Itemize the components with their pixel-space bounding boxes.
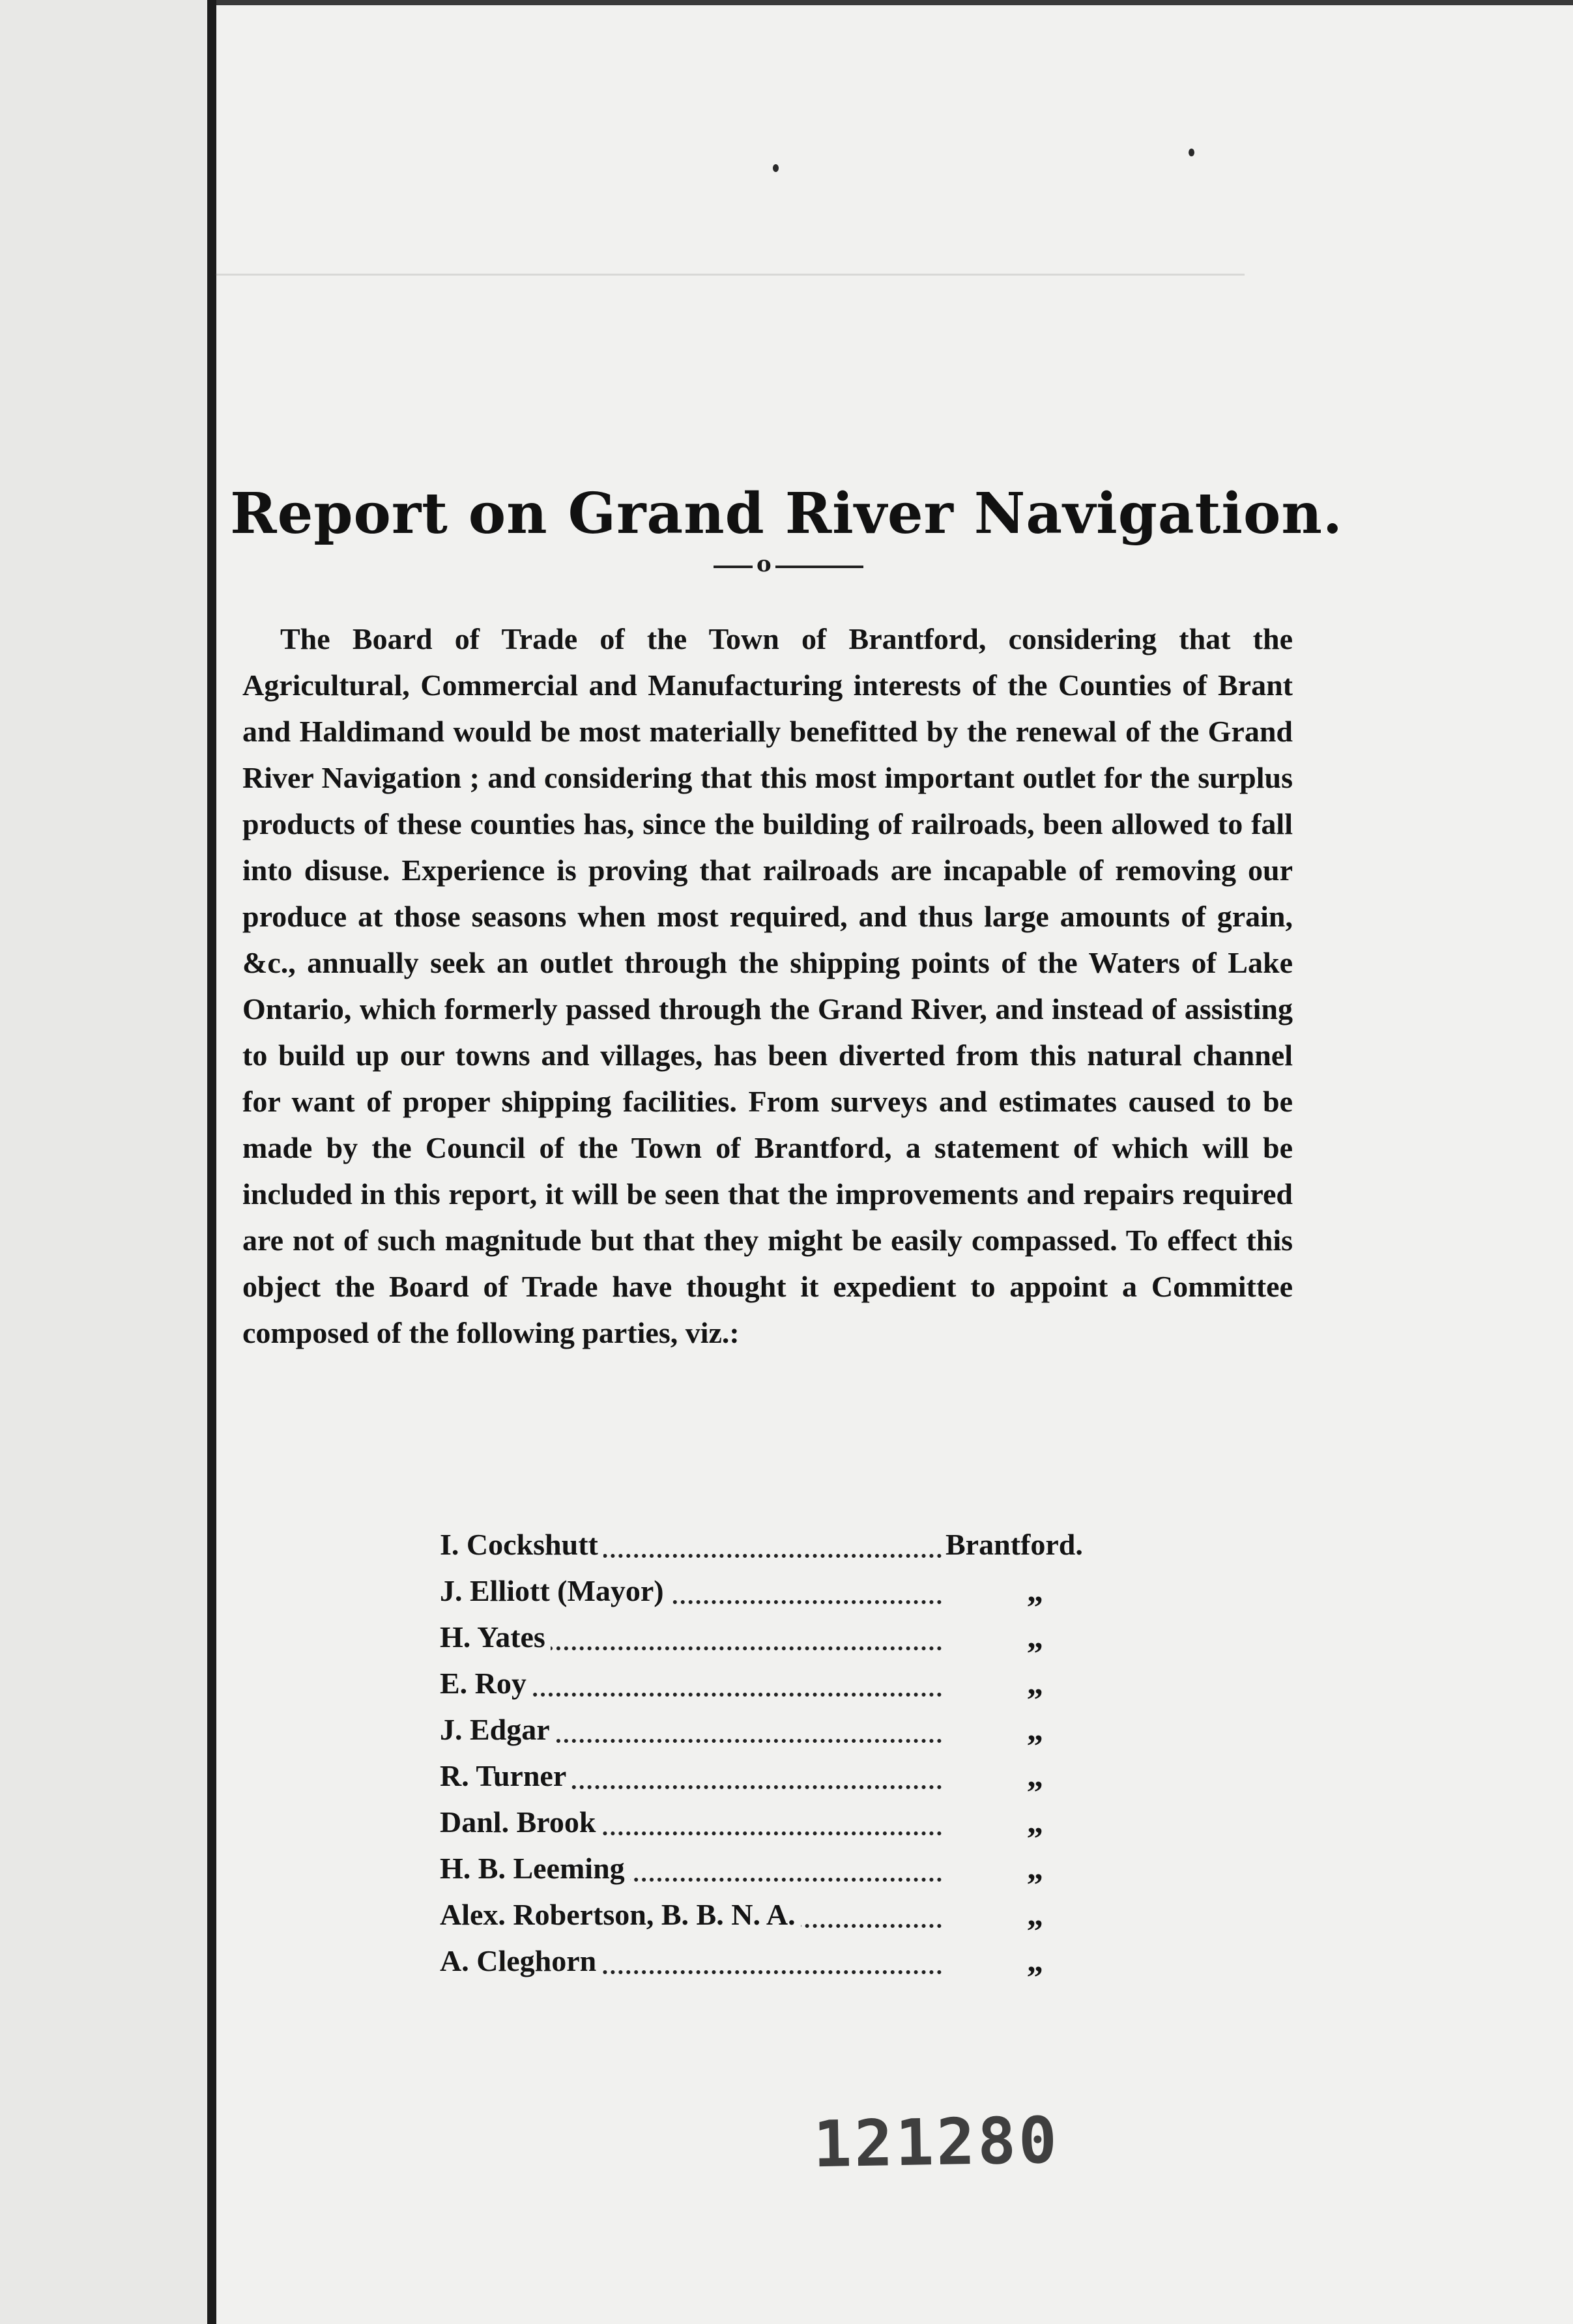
ditto-mark: „ xyxy=(1023,1938,1043,1984)
committee-member-name: J. Elliott (Mayor) xyxy=(440,1568,669,1614)
committee-member xyxy=(440,1568,1287,1614)
ditto-mark: „ xyxy=(1023,1799,1043,1845)
ink-speck xyxy=(773,164,779,172)
committee-member xyxy=(440,1660,1287,1706)
left-margin xyxy=(0,0,207,2324)
committee-list xyxy=(440,1521,1287,1984)
ditto-mark: „ xyxy=(1023,1891,1043,1938)
committee-member xyxy=(440,1706,1287,1753)
ditto-mark: „ xyxy=(1023,1568,1043,1614)
top-edge xyxy=(216,0,1573,5)
committee-member xyxy=(440,1753,1287,1799)
committee-member-name: E. Roy xyxy=(440,1660,532,1706)
binding-edge xyxy=(207,0,216,2324)
report-paragraph: The Board of Trade of the Town of Brantford, considering that the Agricultural, Commercial and Manufacturing interests of the Counties of Brant and Haldimand would be most materially benefitted by the renewal of the Grand River Navigation ; and considering that this most important outlet for the surplus products of these counties has, since the building of railroads, been allowed to fall into disuse. Experience is proving that railroads are incapable of removing our produce at those seasons when most required, and thus large amounts of grain, &c., annually seek an outlet through the shipping points of the Waters of Lake Ontario, which formerly passed through the Grand River, and instead of assisting to build up our towns and villages, has been diverted from this natural channel for want of proper shipping facilities. From surveys and estimates caused to be made by the Council of the Town of Brantford, a statement of which will be included in this report, it will be seen that the improvements and repairs required are not of such magnitude but that they might be easily compassed. To effect this object the Board of Trade have thought it expedient to appoint a Committee composed of the following parties, viz.: xyxy=(242,622,1293,1349)
committee-member-name: H. Yates xyxy=(440,1614,551,1660)
committee-member-name: H. B. Leeming xyxy=(440,1845,630,1891)
committee-member xyxy=(440,1891,1287,1938)
committee-member-name: Danl. Brook xyxy=(440,1799,601,1845)
committee-member-name: A. Cleghorn xyxy=(440,1938,601,1984)
committee-member-place: Brantford. xyxy=(942,1521,1083,1568)
ditto-mark: „ xyxy=(1023,1753,1043,1799)
committee-member-name: I. Cockshutt xyxy=(440,1521,603,1568)
committee-member xyxy=(440,1521,1287,1568)
committee-member-name: J. Edgar xyxy=(440,1706,555,1753)
ditto-mark: „ xyxy=(1023,1706,1043,1753)
committee-member xyxy=(440,1938,1287,1984)
title-divider xyxy=(714,566,863,568)
committee-member xyxy=(440,1799,1287,1845)
divider-mark: o xyxy=(753,551,775,577)
committee-member-name: R. Turner xyxy=(440,1753,571,1799)
ditto-mark: „ xyxy=(1023,1845,1043,1891)
document-title: Report on Grand River Navigation. xyxy=(230,480,1343,547)
archive-stamp-number: 121280 xyxy=(813,2103,1060,2183)
bleed-through-rule xyxy=(215,274,1245,276)
ditto-mark: „ xyxy=(1023,1660,1043,1706)
committee-member xyxy=(440,1614,1287,1660)
committee-member-name: Alex. Robertson, B. B. N. A. xyxy=(440,1891,801,1938)
ditto-mark: „ xyxy=(1023,1614,1043,1660)
ink-speck xyxy=(1189,149,1194,156)
committee-member xyxy=(440,1845,1287,1891)
